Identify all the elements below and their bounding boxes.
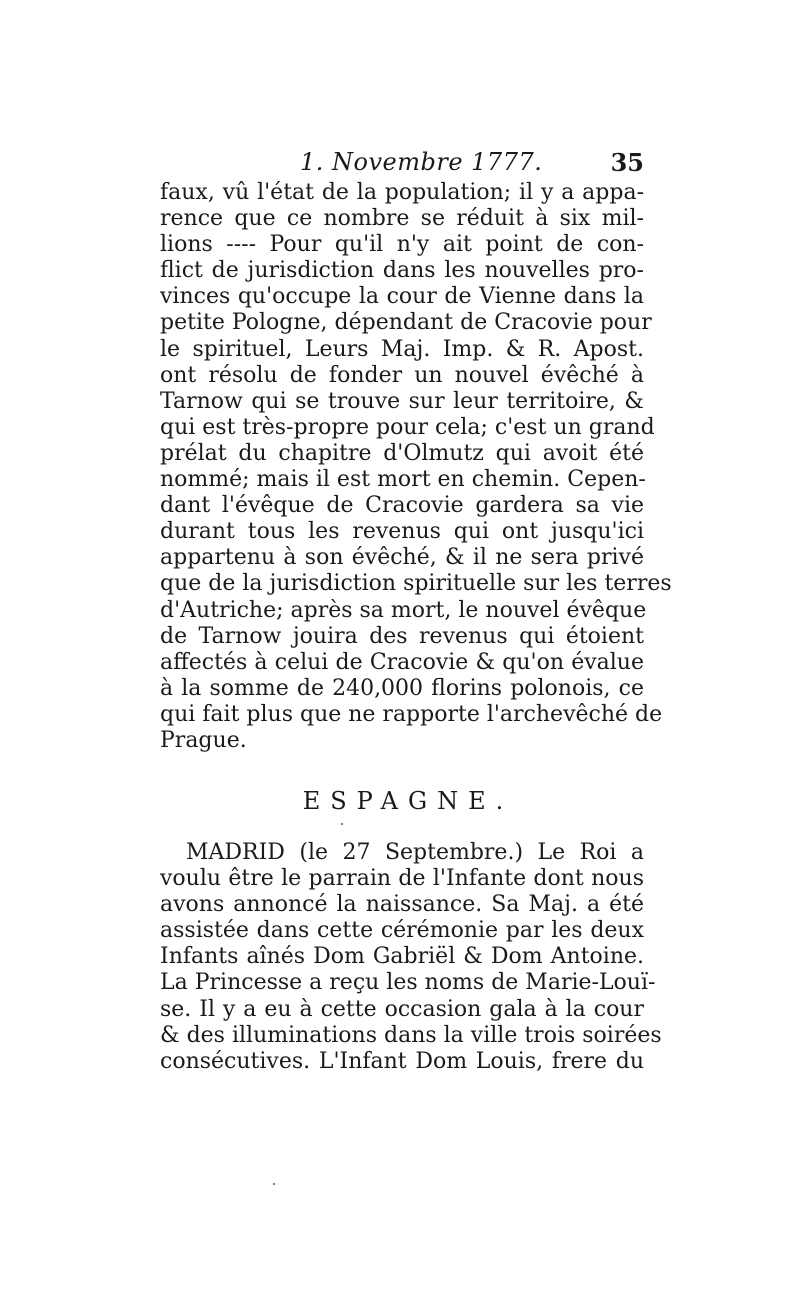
text-line: se. Il y a eu à cette occasion gala à la cour [160,996,644,1022]
text-line: qui est très-propre pour cela; c'est un grand [160,414,655,440]
text-line: flict de jurisdiction dans les nouvelles pro- [160,258,644,284]
page-number: 35 [610,148,644,177]
paragraph-austria [160,180,672,754]
text-line: qui fait plus que ne rapporte l'archevêché de [160,701,663,727]
text-line: nommé; mais il est mort en chemin. Cepen- [160,467,646,493]
text-line: & des illuminations dans la ville trois soirées [160,1022,662,1048]
text-line: le spirituel, Leurs Maj. Imp. & R. Apost. [160,336,644,362]
text-line: dant l'évêque de Cracovie gardera sa vie [160,493,644,519]
text-line: prélat du chapitre d'Olmutz qui avoit été [160,440,644,466]
paper-speck [341,823,343,825]
text-line: MADRID (le 27 Septembre.) Le Roi a [186,840,644,865]
text-line: faux, vû l'état de la population; il y a appa- [160,180,644,205]
text-line: La Princesse a reçu les noms de Marie-Louï- [160,970,656,996]
text-line: lions ---- Pour qu'il n'y ait point de con- [160,232,644,258]
text-line: petite Pologne, dépendant de Cracovie pour [160,310,652,336]
text-line: assistée dans cette cérémonie par les deux [160,918,644,944]
paper-speck [273,1183,275,1185]
text-line: d'Autriche; après sa mort, le nouvel évêque [160,597,647,623]
section-heading: ESPAGNE. [302,787,514,815]
text-line: Infants aînés Dom Gabriël & Dom Antoine. [160,944,644,970]
paragraph-madrid [160,840,662,1075]
text-line: avons annoncé la naissance. Sa Maj. a été [160,892,644,918]
text-line: que de la jurisdiction spirituelle sur les terres [160,571,672,597]
text-line: rence que ce nombre se réduit à six mil- [160,206,644,232]
text-line: de Tarnow jouira des revenus qui étoient [160,623,644,649]
text-line: Prague. [160,727,247,753]
text-line: appartenu à son évêché, & il ne sera privé [160,545,644,571]
text-line: durant tous les revenus qui ont jusqu'ici [160,519,644,545]
header-date: 1. Novembre 1777. [300,148,543,176]
text-line: voulu être le parrain de l'Infante dont nous [160,866,644,892]
text-line: Tarnow qui se trouve sur leur territoire, & [160,388,644,414]
text-line: ont résolu de fonder un nouvel évêché à [160,362,644,388]
text-line: vinces qu'occupe la cour de Vienne dans la [160,284,644,310]
text-line: à la somme de 240,000 florins polonois, ce [160,675,644,701]
text-line: affectés à celui de Cracovie & qu'on évalue [160,649,644,675]
text-line: consécutives. L'Infant Dom Louis, frere du [160,1048,644,1074]
running-header [160,148,644,180]
